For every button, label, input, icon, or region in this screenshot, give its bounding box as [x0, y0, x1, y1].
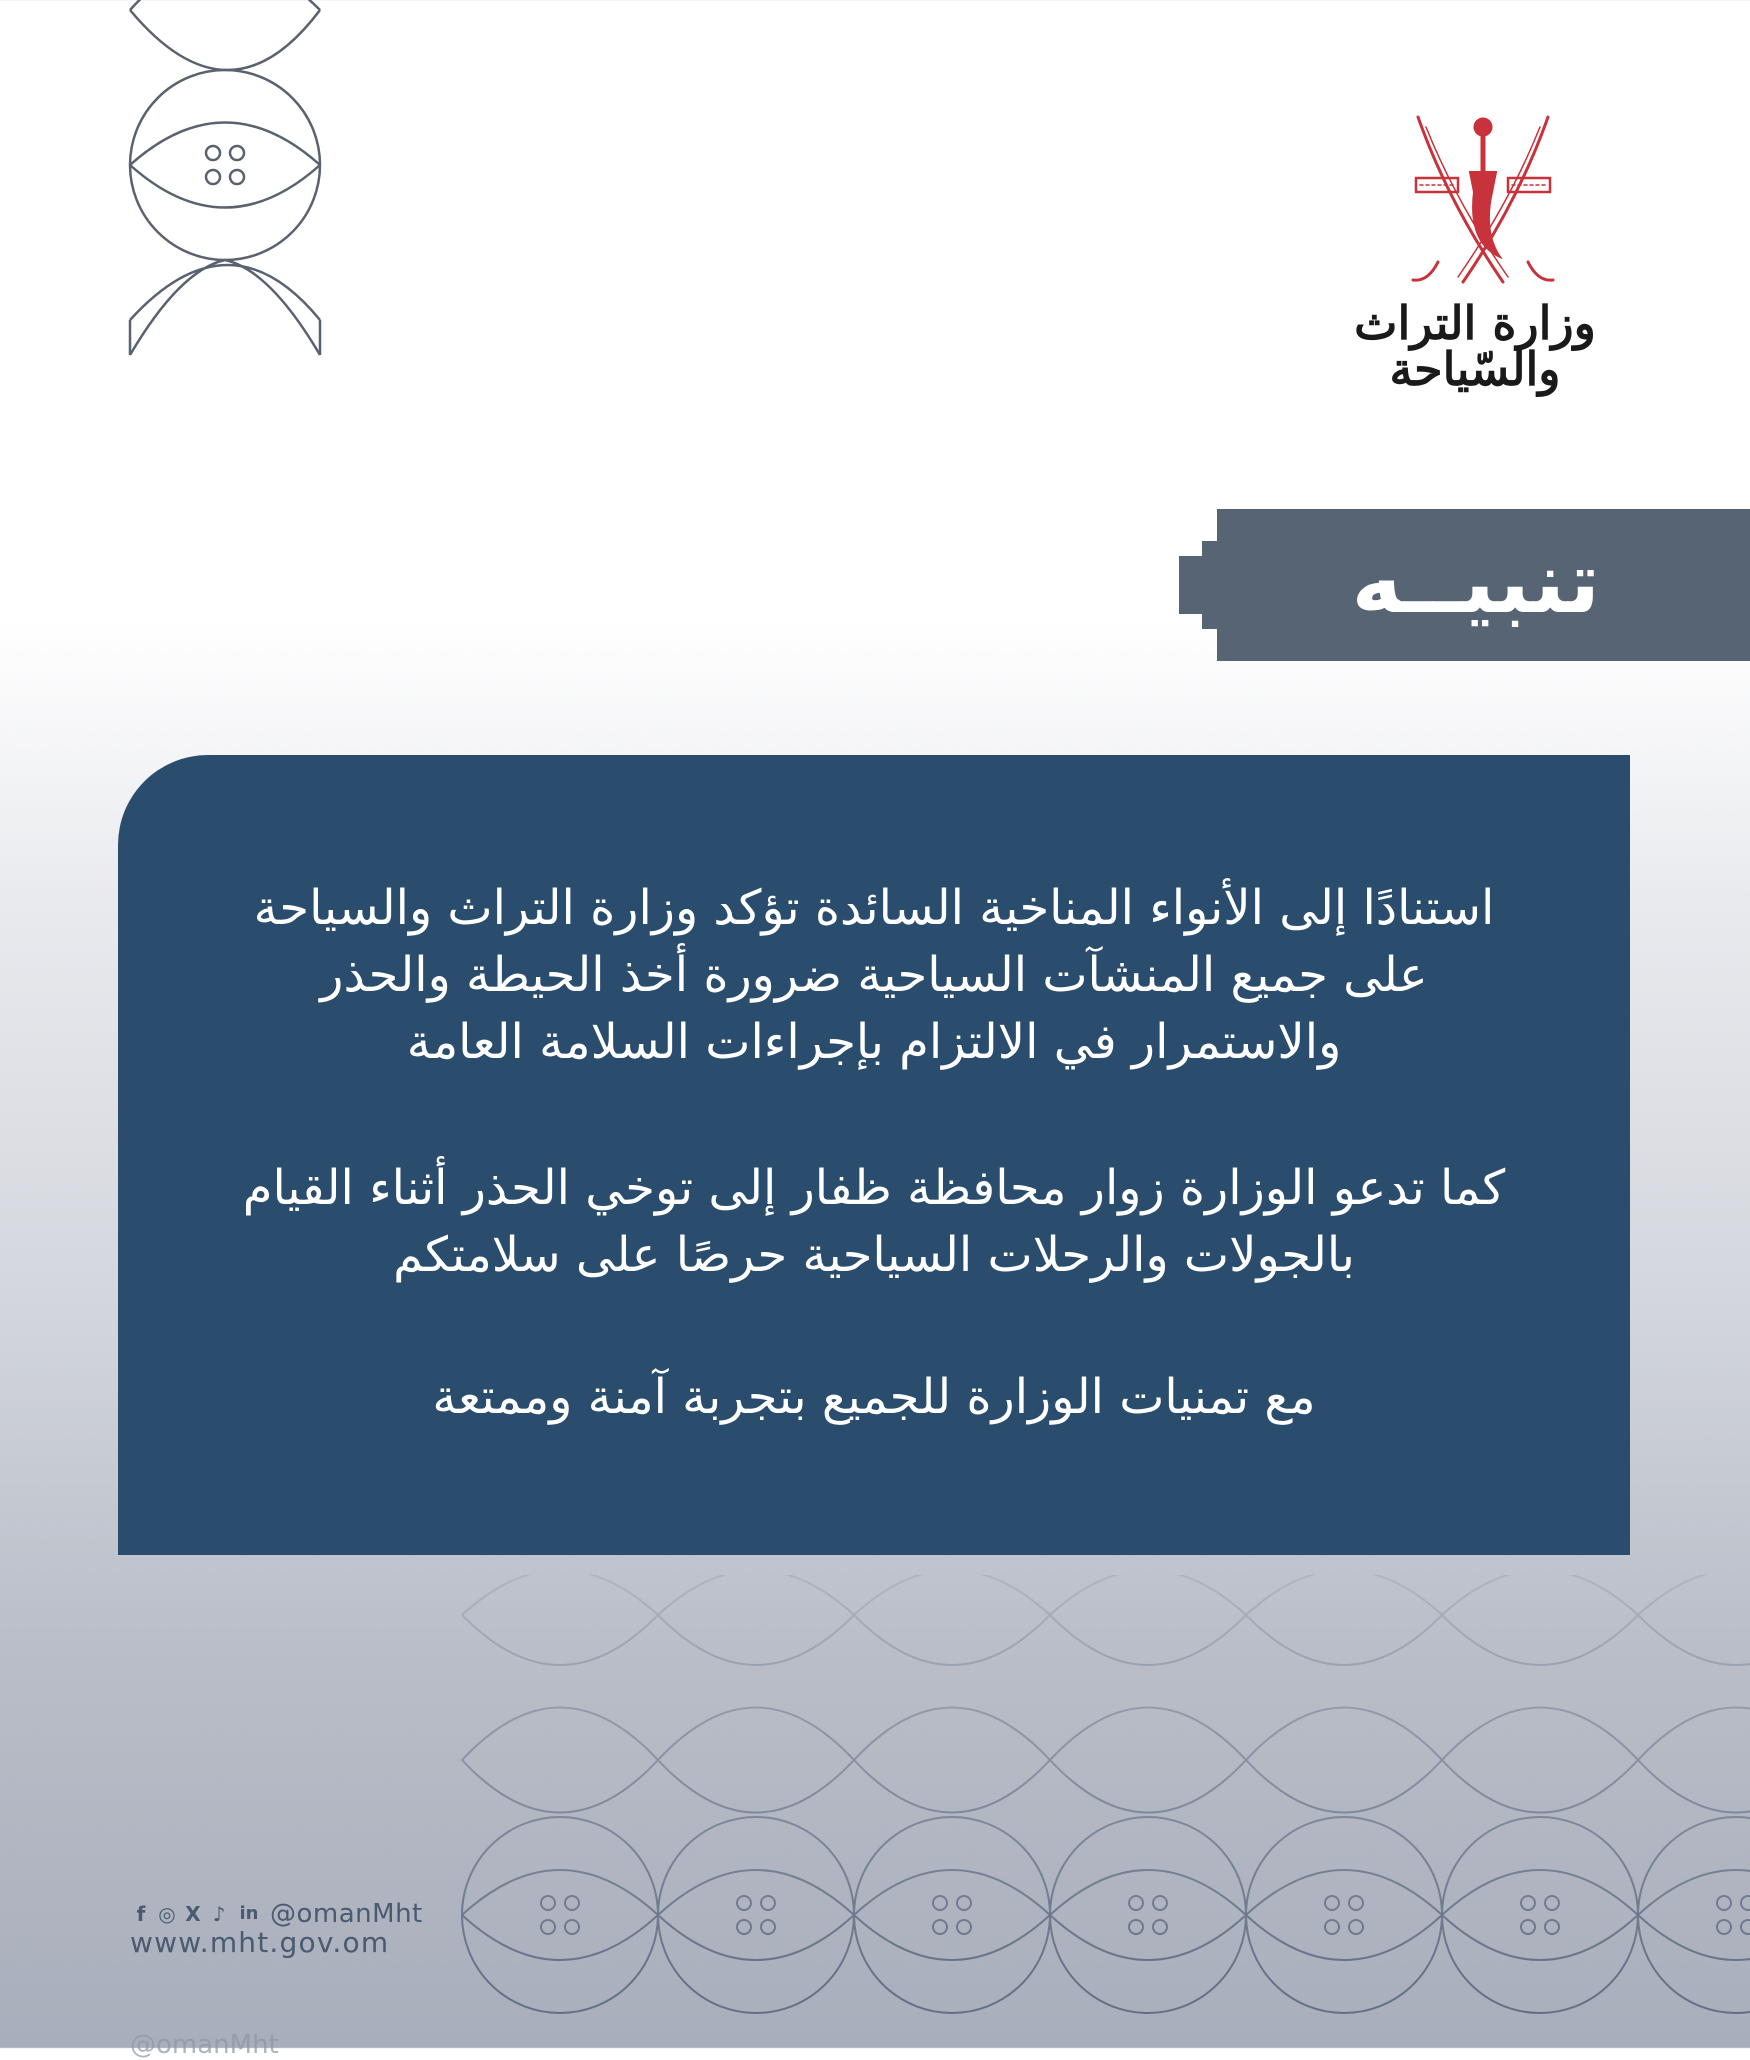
oman-emblem-icon: [1408, 112, 1558, 292]
message-line: بالجولات والرحلات السياحية حرصًا على سلامتكم: [393, 1227, 1355, 1283]
message-line: كما تدعو الوزارة زوار محافظة ظفار إلى توخي الحذر أثناء القيام: [242, 1160, 1506, 1216]
message-line: مع تمنيات الوزارة للجميع بتجربة آمنة وممتعة: [432, 1369, 1316, 1425]
instagram-icon[interactable]: ◎: [158, 1902, 176, 1926]
linkedin-icon[interactable]: in: [239, 1903, 259, 1924]
alert-title: تنبيــه: [1351, 533, 1600, 633]
tiktok-icon[interactable]: ♪: [212, 1902, 226, 1926]
decorative-ornament-bottom: [460, 1575, 1750, 2048]
social-handle[interactable]: @omanMht: [270, 1899, 423, 1929]
message-line: والاستمرار في الالتزام بإجراءات السلامة العامة: [406, 1014, 1342, 1070]
decorative-ornament-top: [120, 0, 340, 370]
message-paragraph-1: [118, 875, 1630, 1076]
message-box: [118, 755, 1630, 1555]
message-paragraph-2: [118, 1155, 1630, 1289]
social-handle-reflection: @omanMht: [130, 2030, 279, 2060]
ministry-name: وزارة التراث والسّياحة: [1354, 296, 1596, 396]
message-line: على جميع المنشآت السياحية ضرورة أخذ الحيطة والحذر: [320, 947, 1428, 1003]
message-paragraph-3: [118, 1364, 1630, 1431]
message-line: استنادًا إلى الأنواء المناخية السائدة تؤكد وزارة التراث والسياحة: [253, 880, 1495, 936]
x-icon[interactable]: X: [185, 1902, 201, 1926]
facebook-icon[interactable]: f: [136, 1902, 146, 1926]
website-link[interactable]: www.mht.gov.om: [130, 1926, 390, 1959]
